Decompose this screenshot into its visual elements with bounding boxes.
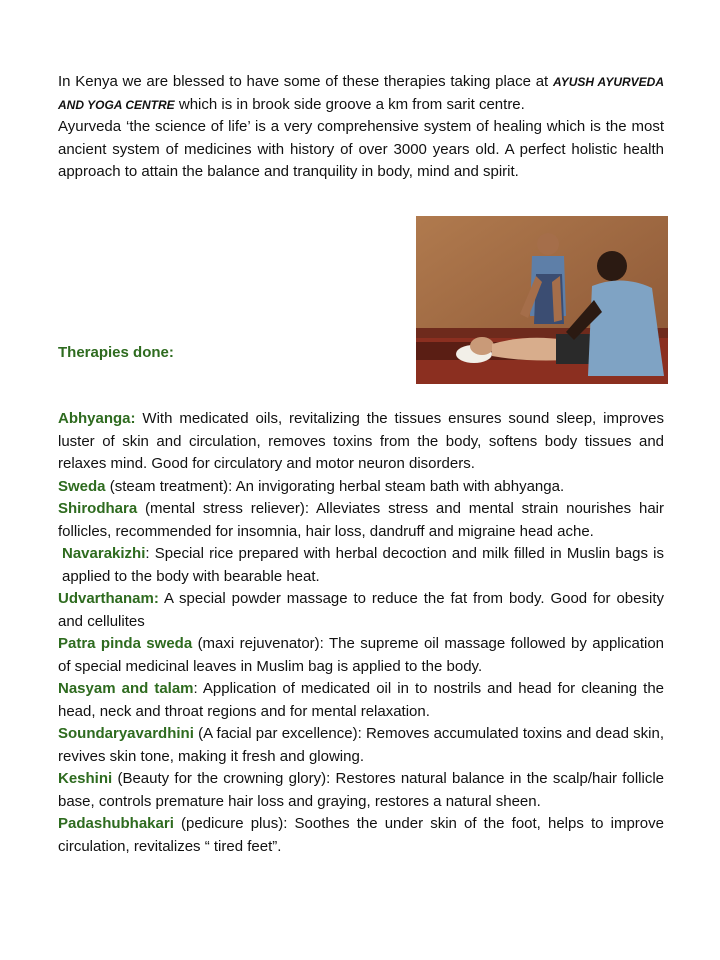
- therapy-name: Navarakizhi: [62, 545, 146, 562]
- therapy-description: : Application of medicated oil in to nostrils and head for cleaning the head, neck and throat regions and for mental relaxation.: [58, 680, 664, 720]
- therapy-name: Keshini: [58, 770, 113, 787]
- massage-therapy-photo: [416, 216, 668, 384]
- intro-paragraph-2: Ayurveda ‘the science of life’ is a very comprehensive system of healing which is the most ancient system of medicines with history of over 3000 years old. A perfect holistic health approach to attain the balance and tranquility in body, mind and spirit.: [58, 118, 664, 180]
- therapy-description: With medicated oils, revitalizing the tissues ensures sound sleep, improves luster of skin and circulation, removes toxins from the body, softens body tissues and relaxes mind. Good for circulatory and motor neuron disorders.: [58, 410, 664, 472]
- therapy-item: [58, 543, 664, 588]
- therapy-name: Shirodhara: [58, 500, 138, 517]
- therapy-name: Patra pinda sweda: [58, 635, 193, 652]
- therapy-description: (maxi rejuvenator): The supreme oil massage followed by application of special medicinal leaves in Muslim bag is applied to the body.: [58, 635, 664, 675]
- therapy-item: [58, 588, 664, 633]
- therapy-item: [58, 476, 664, 499]
- therapy-description: (mental stress reliever): Alleviates stress and mental strain nourishes hair follicles, recommended for insomnia, hair loss, dandruff and migraine head ache.: [58, 500, 664, 540]
- therapy-description: (A facial par excellence): Removes accumulated toxins and dead skin, revives skin tone, making it fresh and glowing.: [58, 725, 664, 765]
- therapy-name: Soundaryavardhini: [58, 725, 194, 742]
- therapy-item: [58, 498, 664, 543]
- therapy-name: Abhyanga:: [58, 410, 136, 427]
- intro-text-after: which is in brook side groove a km from sarit centre.: [174, 95, 525, 113]
- therapy-description: A special powder massage to reduce the fat from body. Good for obesity and cellulites: [58, 590, 664, 630]
- therapy-item: [58, 723, 664, 768]
- centre-name: AYUSH AYURVEDA AND YOGA CENTRE: [58, 75, 664, 112]
- therapy-description: (steam treatment): An invigorating herbal steam bath with abhyanga.: [105, 477, 565, 495]
- therapy-description: (Beauty for the crowning glory): Restores natural balance in the scalp/hair follicle base, controls premature hair loss and graying, restores a natural sheen.: [58, 770, 664, 810]
- therapy-item: [58, 768, 664, 813]
- therapy-name: Padashubhakari: [58, 815, 174, 832]
- therapy-item: [58, 678, 664, 723]
- therapy-description: (pedicure plus): Soothes the under skin of the foot, helps to improve circulation, revitalizes “ tired feet”.: [58, 815, 664, 855]
- therapy-item: [58, 633, 664, 678]
- intro-text-before: In Kenya we are blessed to have some of these therapies taking place at: [58, 73, 553, 90]
- therapy-name: Nasyam and talam: [58, 680, 194, 697]
- therapy-item: [58, 408, 664, 476]
- therapy-name: Sweda: [58, 477, 106, 495]
- therapy-description: : Special rice prepared with herbal decoction and milk filled in Muslin bags is applied to the body with bearable heat.: [62, 545, 664, 585]
- therapy-item: [58, 813, 664, 858]
- therapy-name: Udvarthanam:: [58, 590, 159, 607]
- therapies-heading: Therapies done:: [58, 344, 174, 361]
- intro-paragraph: [58, 71, 664, 184]
- therapies-list: [58, 408, 664, 858]
